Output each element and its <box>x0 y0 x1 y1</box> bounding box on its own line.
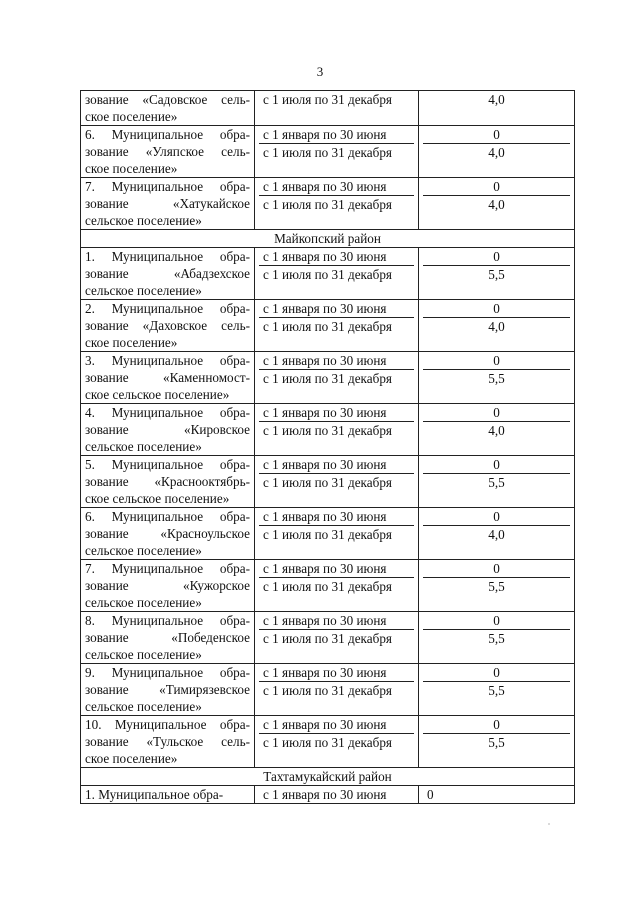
municipality-name-line: 4. Муниципальное обра- <box>85 405 250 420</box>
table-row <box>81 612 575 664</box>
municipality-name-line: ское сельское поселение» <box>85 387 230 402</box>
period-cell <box>255 716 419 768</box>
period-cell <box>255 91 419 126</box>
rate-value: 0 <box>493 665 500 680</box>
municipality-name <box>81 178 255 230</box>
municipality-name-line: зование «Абадзехское <box>85 266 250 281</box>
period-value: с 1 января по 30 июня <box>263 787 387 802</box>
period-value: с 1 июля по 31 декабря <box>259 525 414 543</box>
rate-cell <box>419 456 575 508</box>
municipality-name-line: сельское поселение» <box>85 213 202 228</box>
scan-artifact <box>548 823 550 825</box>
table-row <box>81 786 575 804</box>
period-value: с 1 июля по 31 декабря <box>259 369 414 387</box>
table-row <box>81 300 575 352</box>
period-cell <box>255 300 419 352</box>
table-row <box>81 560 575 612</box>
municipality-name <box>81 300 255 352</box>
period-value: с 1 июля по 31 декабря <box>259 473 414 491</box>
rate-value: 0 <box>427 787 434 802</box>
rate-value: 0 <box>493 405 500 420</box>
municipality-name-line: ское поселение» <box>85 751 178 766</box>
municipality-name-line: зование «Победенское <box>85 630 250 645</box>
municipality-name-line: зование «Кировское <box>85 422 250 437</box>
period-cell <box>255 508 419 560</box>
period-cell <box>255 612 419 664</box>
rate-value: 0 <box>493 717 500 732</box>
period-value: с 1 января по 30 июня <box>263 405 387 420</box>
rate-value: 5,5 <box>423 577 570 595</box>
rate-cell <box>419 612 575 664</box>
rate-value: 0 <box>493 179 500 194</box>
period-value: с 1 июля по 31 декабря <box>259 421 414 439</box>
municipality-name-line: сельское поселение» <box>85 647 202 662</box>
rate-value: 4,0 <box>423 195 570 213</box>
period-cell <box>255 178 419 230</box>
rate-value: 0 <box>493 301 500 316</box>
municipality-name-line: 3. Муниципальное обра- <box>85 353 250 368</box>
municipality-name <box>81 560 255 612</box>
table-row <box>81 404 575 456</box>
rate-value: 5,5 <box>423 681 570 699</box>
rate-cell <box>419 664 575 716</box>
municipality-name-line: зование «Уляпское сель- <box>85 144 250 159</box>
municipality-name-line: зование «Тимирязевское <box>85 682 250 697</box>
municipality-name-line: ское поселение» <box>85 161 178 176</box>
rate-cell <box>419 178 575 230</box>
municipality-name <box>81 456 255 508</box>
municipality-name-line: ское сельское поселение» <box>85 491 230 506</box>
rate-cell <box>419 786 575 804</box>
municipality-name <box>81 716 255 768</box>
rate-value: 4,0 <box>488 92 505 107</box>
period-value: с 1 июля по 31 декабря <box>259 143 414 161</box>
rate-value: 0 <box>493 509 500 524</box>
table-row <box>81 178 575 230</box>
table-row <box>81 508 575 560</box>
rate-value: 0 <box>493 613 500 628</box>
municipality-name-line: зование «Даховское сель- <box>85 318 250 333</box>
rate-value: 4,0 <box>423 317 570 335</box>
period-value: с 1 июля по 31 декабря <box>259 317 414 335</box>
municipality-name-line: зование «Кужорское <box>85 578 250 593</box>
municipality-name <box>81 248 255 300</box>
municipality-name-line: сельское поселение» <box>85 699 202 714</box>
period-value: с 1 января по 30 июня <box>263 613 387 628</box>
rate-value: 0 <box>493 561 500 576</box>
municipality-name-line: зование «Хатукайское <box>85 196 250 211</box>
period-value: с 1 июля по 31 декабря <box>259 265 414 283</box>
rate-value: 0 <box>493 457 500 472</box>
period-cell <box>255 126 419 178</box>
municipality-name <box>81 126 255 178</box>
municipality-name <box>81 91 255 126</box>
municipality-name-line: 1. Муниципальное обра- <box>85 787 224 802</box>
rate-cell <box>419 716 575 768</box>
municipality-name-line: зование «Красноульское <box>85 526 250 541</box>
period-value: с 1 января по 30 июня <box>263 353 387 368</box>
rate-value: 4,0 <box>423 525 570 543</box>
period-cell <box>255 664 419 716</box>
rate-cell <box>419 352 575 404</box>
municipality-name-line: 6. Муниципальное обра- <box>85 127 250 142</box>
table-row <box>81 456 575 508</box>
municipality-name <box>81 404 255 456</box>
rate-cell <box>419 126 575 178</box>
tax-rates-table <box>80 90 575 804</box>
table-row <box>81 126 575 178</box>
municipality-name-line: 6. Муниципальное обра- <box>85 509 250 524</box>
municipality-name-line: зование «Садовское сель- <box>85 92 250 107</box>
district-name: Майкопский район <box>81 230 575 248</box>
period-cell <box>255 404 419 456</box>
municipality-name <box>81 508 255 560</box>
rate-value: 5,5 <box>423 473 570 491</box>
municipality-name-line: зование «Каменномост- <box>85 370 250 385</box>
period-cell <box>255 560 419 612</box>
tax-rates-table-body <box>81 91 575 804</box>
period-value: с 1 января по 30 июня <box>263 249 387 264</box>
rate-value: 4,0 <box>423 421 570 439</box>
period-cell <box>255 456 419 508</box>
period-value: с 1 января по 30 июня <box>263 509 387 524</box>
municipality-name-line: сельское поселение» <box>85 543 202 558</box>
period-value: с 1 января по 30 июня <box>263 665 387 680</box>
rate-value: 5,5 <box>423 265 570 283</box>
municipality-name <box>81 352 255 404</box>
table-row <box>81 664 575 716</box>
period-value: с 1 июля по 31 декабря <box>259 629 414 647</box>
municipality-name-line: 7. Муниципальное обра- <box>85 179 250 194</box>
period-value: с 1 января по 30 июня <box>263 457 387 472</box>
rate-value: 5,5 <box>423 733 570 751</box>
municipality-name-line: 5. Муниципальное обра- <box>85 457 250 472</box>
period-cell <box>255 786 419 804</box>
table-row <box>81 716 575 768</box>
municipality-name-line: 1. Муниципальное обра- <box>85 249 250 264</box>
municipality-name-line: сельское поселение» <box>85 439 202 454</box>
period-value: с 1 июля по 31 декабря <box>259 733 414 751</box>
rate-cell <box>419 404 575 456</box>
rate-cell <box>419 508 575 560</box>
table-row <box>81 248 575 300</box>
period-value: с 1 января по 30 июня <box>263 127 387 142</box>
period-value: с 1 января по 30 июня <box>263 179 387 194</box>
period-value: с 1 января по 30 июня <box>263 301 387 316</box>
district-row <box>81 768 575 786</box>
municipality-name <box>81 786 255 804</box>
period-value: с 1 июля по 31 декабря <box>259 681 414 699</box>
municipality-name-line: зование «Краснооктябрь- <box>85 474 250 489</box>
period-value: с 1 июля по 31 декабря <box>259 577 414 595</box>
municipality-name-line: 8. Муниципальное обра- <box>85 613 250 628</box>
rate-value: 0 <box>493 353 500 368</box>
municipality-name-line: 7. Муниципальное обра- <box>85 561 250 576</box>
period-cell <box>255 248 419 300</box>
rate-cell <box>419 91 575 126</box>
municipality-name <box>81 612 255 664</box>
rate-value: 0 <box>493 249 500 264</box>
municipality-name <box>81 664 255 716</box>
table-row <box>81 352 575 404</box>
municipality-name-line: зование «Тульское сель- <box>85 734 250 749</box>
municipality-name-line: ское поселение» <box>85 335 178 350</box>
rate-value: 5,5 <box>423 369 570 387</box>
municipality-name-line: 10. Муниципальное обра- <box>85 717 250 732</box>
period-value: с 1 января по 30 июня <box>263 717 387 732</box>
rate-cell <box>419 300 575 352</box>
table-row <box>81 91 575 126</box>
municipality-name-line: сельское поселение» <box>85 283 202 298</box>
rate-value: 5,5 <box>423 629 570 647</box>
rate-cell <box>419 560 575 612</box>
district-row <box>81 230 575 248</box>
municipality-name-line: сельское поселение» <box>85 595 202 610</box>
rate-value: 0 <box>493 127 500 142</box>
municipality-name-line: ское поселение» <box>85 109 178 124</box>
period-value: с 1 июля по 31 декабря <box>259 195 414 213</box>
municipality-name-line: 2. Муниципальное обра- <box>85 301 250 316</box>
period-value: с 1 января по 30 июня <box>263 561 387 576</box>
period-value: с 1 июля по 31 декабря <box>263 92 392 107</box>
rate-value: 4,0 <box>423 143 570 161</box>
period-cell <box>255 352 419 404</box>
page-number: 3 <box>316 64 324 79</box>
municipality-name-line: 9. Муниципальное обра- <box>85 665 250 680</box>
district-name: Тахтамукайский район <box>81 768 575 786</box>
rate-cell <box>419 248 575 300</box>
